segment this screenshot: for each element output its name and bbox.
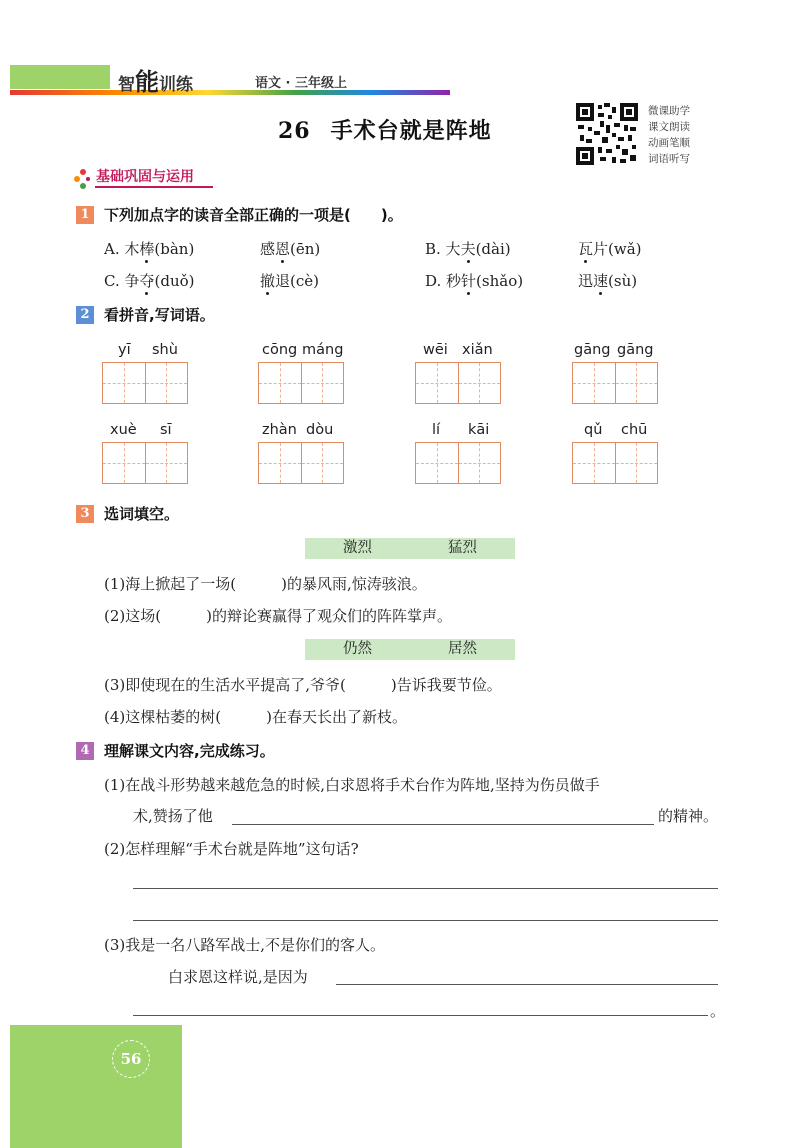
writing-grid[interactable] <box>102 442 188 484</box>
answer-line[interactable] <box>133 888 718 889</box>
header-green-bar <box>10 65 110 89</box>
writing-grid[interactable] <box>258 442 344 484</box>
word-choice: 仍然 <box>343 641 372 657</box>
brand-logo: 智能训练 <box>118 68 193 96</box>
pinyin: máng <box>302 342 344 358</box>
writing-grid[interactable] <box>572 362 658 404</box>
pinyin: zhàn <box>262 422 297 438</box>
question-badge: 3 <box>76 505 94 523</box>
subject-label: 语文 · 三年级上 <box>255 76 347 91</box>
section-dots-icon <box>72 168 92 190</box>
pinyin: lí <box>432 422 441 438</box>
lesson-title <box>278 114 492 145</box>
option-d1: D. 秒针(shǎo) <box>425 272 524 290</box>
writing-grid[interactable] <box>102 362 188 404</box>
writing-grid[interactable] <box>572 442 658 484</box>
lesson-number: 26 <box>278 118 311 144</box>
sentence: 的精神。 <box>658 807 719 825</box>
word-choice-bar <box>305 538 515 559</box>
sentence: (3)我是一名八路军战士,不是你们的客人。 <box>104 936 386 954</box>
sentence: (2)这场( )的辩论赛赢得了观众们的阵阵掌声。 <box>104 607 452 625</box>
sentence: 术,赞扬了他 <box>133 807 213 825</box>
writing-grid[interactable] <box>258 362 344 404</box>
qr-note-line: 课文朗读 <box>648 121 690 133</box>
page-number: 56 <box>112 1040 150 1078</box>
question-badge: 1 <box>76 206 94 224</box>
pinyin: chū <box>621 422 648 438</box>
pinyin: qǔ <box>584 422 603 438</box>
pinyin: xiǎn <box>462 342 493 358</box>
pinyin: yī <box>118 342 131 358</box>
answer-line[interactable] <box>133 1015 708 1016</box>
writing-grid[interactable] <box>415 362 501 404</box>
option-a1: A. 木棒(bàn) <box>104 240 195 258</box>
pinyin: kāi <box>468 422 490 438</box>
pinyin: gāng <box>617 342 654 358</box>
section-title: 基础巩固与运用 <box>96 169 194 185</box>
pinyin: sī <box>160 422 172 438</box>
option-c2: 撤退(cè) <box>260 272 319 290</box>
lesson-name: 手术台就是阵地 <box>330 118 492 144</box>
sentence: 白求恩这样说,是因为 <box>168 968 308 986</box>
sentence: (3)即使现在的生活水平提高了,爷爷( )告诉我要节俭。 <box>104 676 502 694</box>
option-c1: C. 争夺(duǒ) <box>104 272 195 290</box>
pinyin: dòu <box>306 422 334 438</box>
qr-code-icon[interactable] <box>576 103 638 165</box>
footer-green-block <box>10 1025 182 1148</box>
sentence: (1)在战斗形势越来越危急的时候,白求恩将手术台作为阵地,坚持为伤员做手 <box>104 776 600 794</box>
sentence: (1)海上掀起了一场( )的暴风雨,惊涛骇浪。 <box>104 575 427 593</box>
section-underline <box>95 186 213 188</box>
pinyin: shù <box>152 342 178 358</box>
answer-line[interactable] <box>336 984 718 985</box>
question-text: 下列加点字的读音全部正确的一项是( )。 <box>104 206 403 224</box>
sentence: (4)这棵枯萎的树( )在春天长出了新枝。 <box>104 708 407 726</box>
option-a2: 感恩(ēn) <box>260 240 321 258</box>
word-choice-bar <box>305 639 515 660</box>
option-b1: B. 大夫(dài) <box>425 240 511 258</box>
question-text: 理解课文内容,完成练习。 <box>104 742 275 760</box>
pinyin: cōng <box>262 342 298 358</box>
qr-note-line: 词语听写 <box>648 153 690 165</box>
sentence: (2)怎样理解“手术台就是阵地”这句话? <box>104 840 359 858</box>
pinyin: gāng <box>574 342 611 358</box>
qr-note-line: 微课助学 <box>648 105 690 117</box>
question-badge: 4 <box>76 742 94 760</box>
writing-grid[interactable] <box>415 442 501 484</box>
answer-line[interactable] <box>133 920 718 921</box>
question-text: 选词填空。 <box>104 505 180 523</box>
pinyin: wēi <box>423 342 448 358</box>
end-mark: 。 <box>710 1002 726 1020</box>
option-d2: 迅速(sù) <box>578 272 638 290</box>
header-rainbow-line <box>10 90 450 95</box>
answer-line[interactable] <box>232 824 654 825</box>
qr-note-line: 动画笔顺 <box>648 137 690 149</box>
word-choice: 猛烈 <box>448 540 477 556</box>
question-badge: 2 <box>76 306 94 324</box>
pinyin: xuè <box>110 422 137 438</box>
word-choice: 激烈 <box>343 540 372 556</box>
qr-note <box>648 103 690 167</box>
word-choice: 居然 <box>448 641 477 657</box>
option-b2: 瓦片(wǎ) <box>578 240 642 258</box>
question-text: 看拼音,写词语。 <box>104 306 215 324</box>
